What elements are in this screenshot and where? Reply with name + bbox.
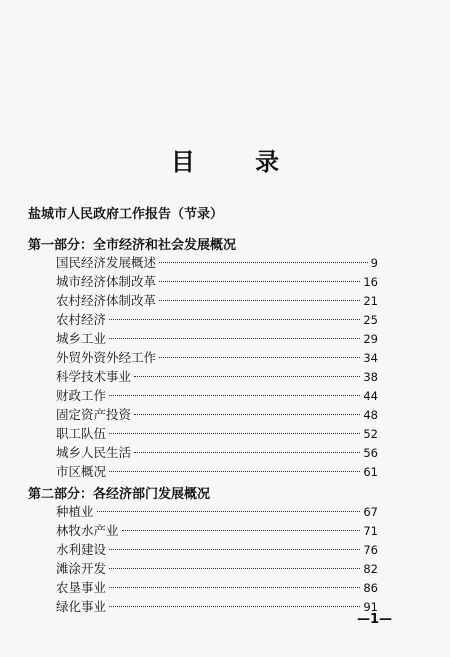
toc-entry-page: 44 bbox=[363, 389, 378, 403]
toc-entry-label: 固定资产投资 bbox=[56, 407, 132, 422]
toc-entry-page: 86 bbox=[363, 581, 378, 595]
section-heading-2: 第二部分：各经济部门发展概况 bbox=[28, 487, 211, 502]
toc-entry bbox=[56, 253, 378, 272]
toc-entry bbox=[56, 559, 378, 578]
toc-entry-label: 种植业 bbox=[56, 504, 94, 519]
dot-leader bbox=[159, 300, 360, 301]
toc-entry bbox=[56, 329, 378, 348]
toc-entry-page: 76 bbox=[363, 543, 378, 557]
toc-entry bbox=[56, 405, 378, 424]
dot-leader bbox=[159, 262, 368, 263]
toc-entry-label: 城市经济体制改革 bbox=[56, 274, 157, 289]
toc-entry-page: 25 bbox=[363, 313, 378, 327]
dot-leader bbox=[109, 319, 360, 320]
dot-leader bbox=[109, 606, 360, 607]
toc-entry bbox=[56, 443, 378, 462]
toc-entry-label: 绿化事业 bbox=[56, 599, 107, 614]
dot-leader bbox=[109, 471, 360, 472]
toc-entry-label: 国民经济发展概述 bbox=[56, 255, 157, 270]
toc-entry-page: 71 bbox=[363, 524, 378, 538]
toc-entry bbox=[56, 310, 378, 329]
toc-entry bbox=[56, 424, 378, 443]
section-heading-1: 第一部分：全市经济和社会发展概况 bbox=[28, 238, 237, 253]
dot-leader bbox=[109, 395, 360, 396]
toc-entry-label: 科学技术事业 bbox=[56, 369, 132, 384]
toc-list-section-2 bbox=[56, 502, 378, 616]
dot-leader bbox=[134, 414, 360, 415]
toc-entry-label: 农垦事业 bbox=[56, 580, 107, 595]
toc-entry bbox=[56, 348, 378, 367]
toc-entry-page: 21 bbox=[363, 294, 378, 308]
toc-entry-label: 市区概况 bbox=[56, 464, 107, 479]
toc-entry-label: 城乡人民生活 bbox=[56, 445, 132, 460]
toc-entry-label: 林牧水产业 bbox=[56, 523, 119, 538]
dot-leader bbox=[109, 587, 360, 588]
toc-entry-page: 34 bbox=[363, 351, 378, 365]
toc-entry-label: 农村经济 bbox=[56, 312, 107, 327]
dot-leader bbox=[109, 433, 360, 434]
toc-entry-label: 财政工作 bbox=[56, 388, 107, 403]
toc-entry bbox=[56, 291, 378, 310]
toc-list-section-1 bbox=[56, 253, 378, 481]
toc-entry-label: 水利建设 bbox=[56, 542, 107, 557]
toc-entry bbox=[56, 597, 378, 616]
dot-leader bbox=[134, 452, 360, 453]
toc-entry-page: 61 bbox=[363, 465, 378, 479]
toc-entry-page: 67 bbox=[363, 505, 378, 519]
toc-entry-page: 52 bbox=[363, 427, 378, 441]
toc-entry-page: 48 bbox=[363, 408, 378, 422]
toc-entry-page: 16 bbox=[363, 275, 378, 289]
toc-entry bbox=[56, 272, 378, 291]
dot-leader bbox=[109, 338, 360, 339]
dot-leader bbox=[109, 568, 360, 569]
page-number: —1— bbox=[356, 612, 392, 627]
toc-entry-page: 91 bbox=[363, 600, 378, 614]
dot-leader bbox=[122, 530, 361, 531]
toc-entry-label: 职工队伍 bbox=[56, 426, 107, 441]
toc-entry-page: 82 bbox=[363, 562, 378, 576]
dot-leader bbox=[109, 549, 360, 550]
report-title: 盐城市人民政府工作报告（节录） bbox=[28, 207, 224, 222]
toc-entry-page: 9 bbox=[370, 256, 378, 270]
toc-entry-page: 38 bbox=[363, 370, 378, 384]
toc-entry bbox=[56, 578, 378, 597]
toc-entry bbox=[56, 462, 378, 481]
dot-leader bbox=[159, 281, 360, 282]
dot-leader bbox=[134, 376, 360, 377]
toc-entry bbox=[56, 367, 378, 386]
toc-entry bbox=[56, 521, 378, 540]
toc-entry bbox=[56, 502, 378, 521]
toc-entry-label: 农村经济体制改革 bbox=[56, 293, 157, 308]
dot-leader bbox=[97, 511, 361, 512]
toc-entry-label: 外贸外资外经工作 bbox=[56, 350, 157, 365]
toc-entry-label: 滩涂开发 bbox=[56, 561, 107, 576]
dot-leader bbox=[159, 357, 360, 358]
toc-entry-page: 56 bbox=[363, 446, 378, 460]
toc-entry bbox=[56, 386, 378, 405]
page-title: 目 录 bbox=[170, 147, 306, 176]
toc-entry-label: 城乡工业 bbox=[56, 331, 107, 346]
toc-entry-page: 29 bbox=[363, 332, 378, 346]
toc-entry bbox=[56, 540, 378, 559]
